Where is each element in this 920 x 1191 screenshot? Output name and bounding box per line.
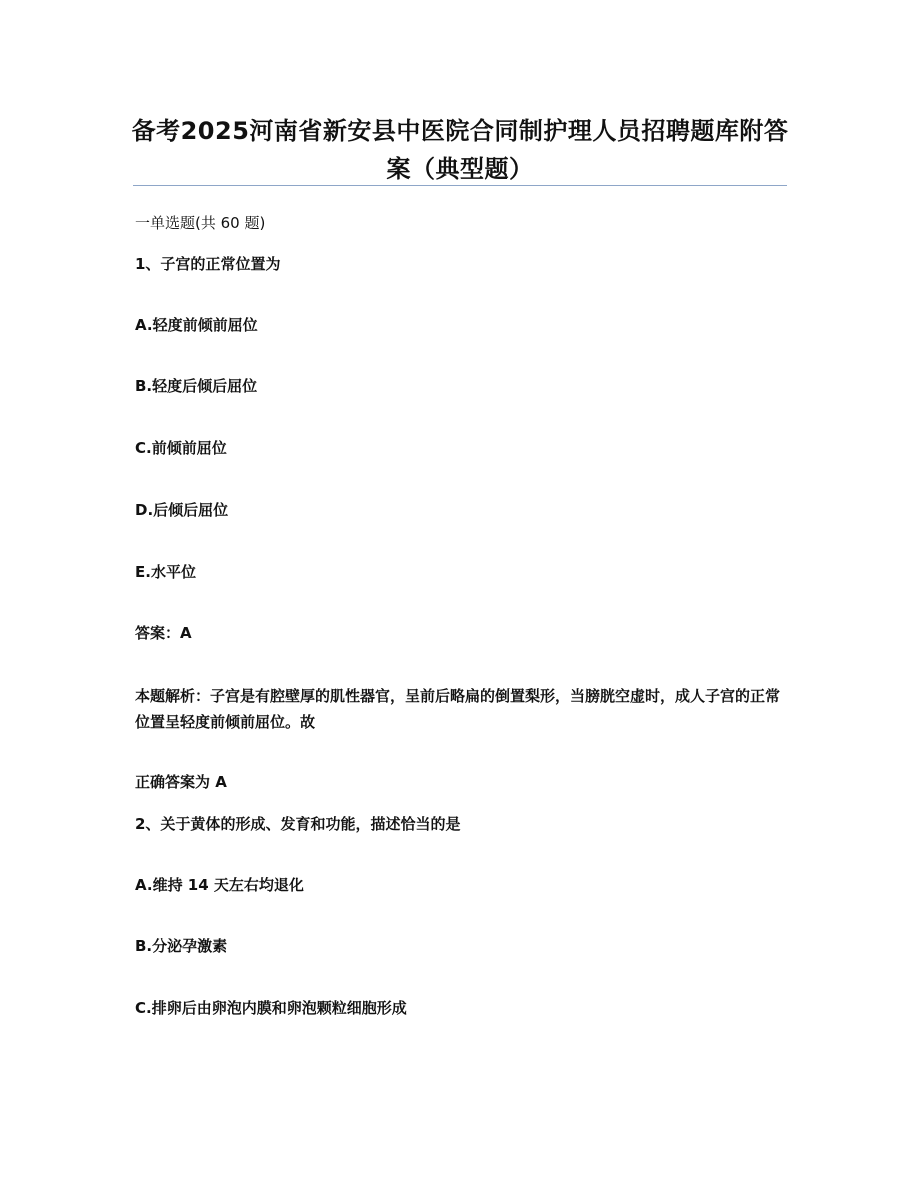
question-stem: 1、子宫的正常位置为: [135, 255, 281, 273]
question-option: A.维持 14 天左右均退化: [135, 876, 304, 894]
question-option: C.前倾前屈位: [135, 439, 227, 457]
question-option: C.排卵后由卵泡内膜和卵泡颗粒细胞形成: [135, 999, 407, 1017]
document-title: 备考2025河南省新安县中医院合同制护理人员招聘题库附答案（典型题）: [131, 117, 789, 183]
question-stem: 2、关于黄体的形成、发育和功能，描述恰当的是: [135, 815, 461, 833]
question-option: B.轻度后倾后屈位: [135, 377, 258, 395]
answer-line: 答案：A: [135, 624, 192, 642]
question-option: E.水平位: [135, 563, 196, 581]
section-heading: 一单选题(共 60 题): [135, 214, 266, 232]
question-option: D.后倾后屈位: [135, 501, 229, 519]
title-divider: [133, 185, 787, 186]
question-option: A.轻度前倾前屈位: [135, 316, 258, 334]
explanation-text: 本题解析：子宫是有腔壁厚的肌性器官，呈前后略扁的倒置梨形，当膀胱空虚时，成人子宫的正常位置呈轻度前倾前屈位。故: [135, 687, 781, 731]
question-option: B.分泌孕激素: [135, 937, 228, 955]
correct-answer-line: 正确答案为 A: [135, 773, 227, 791]
